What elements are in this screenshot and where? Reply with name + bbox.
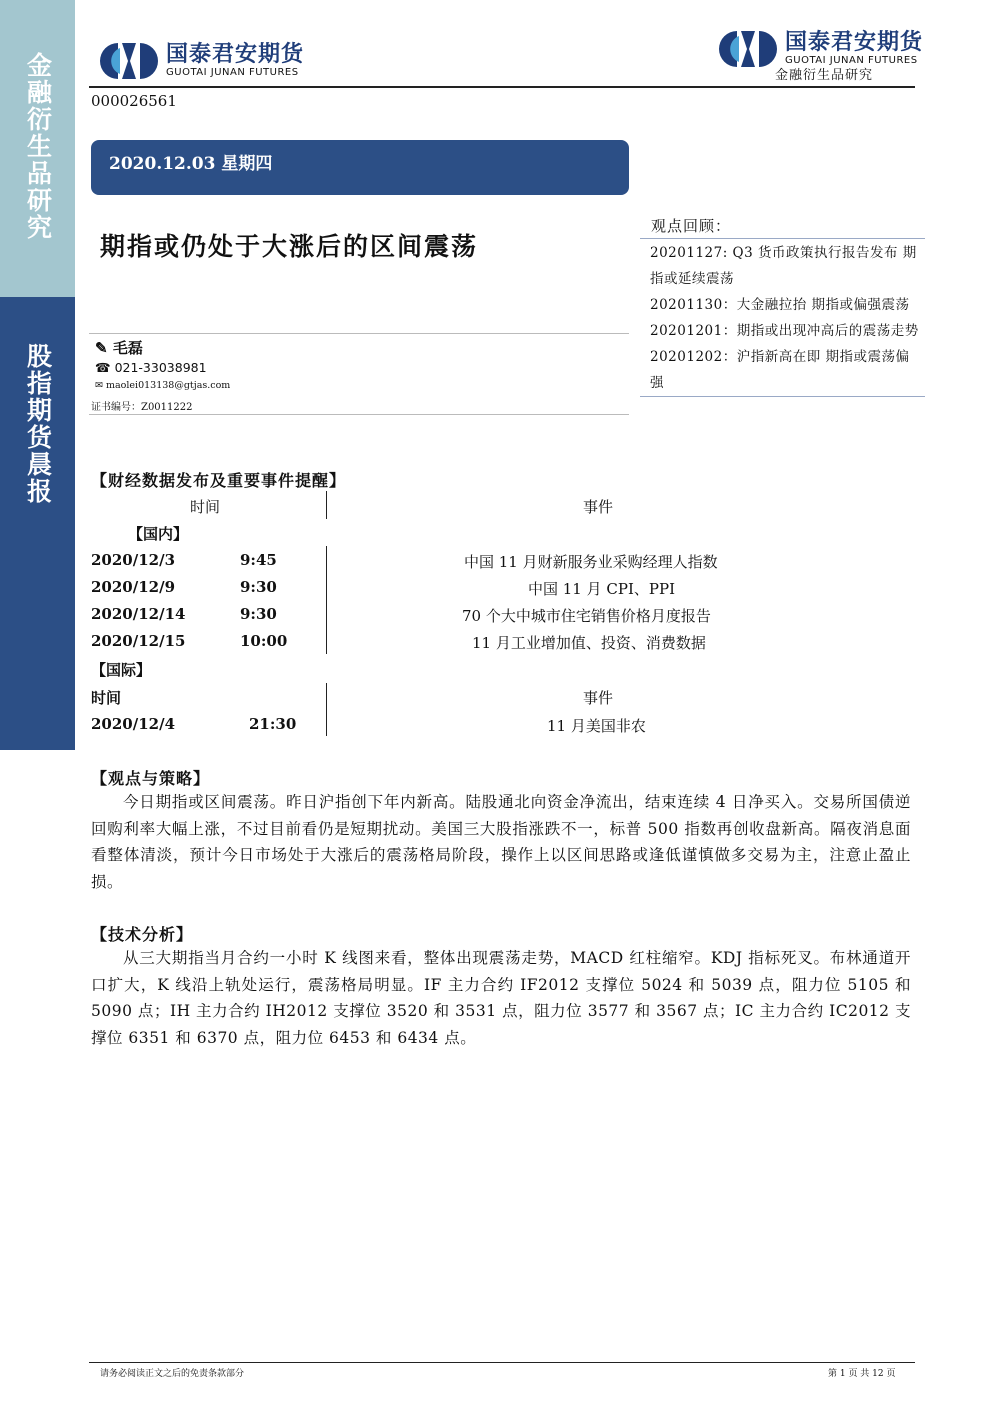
strategy-paragraph: 今日期指或区间震荡。昨日沪指创下年内新高。陆股通北向资金净流出，结束连续 4 日净买入。交易所国债逆回购利率大幅上涨，不过目前看仍是短期扰动。美国三大股指涨跌不一，标普 500 指数再创收盘新高。隔夜消息面看整体清淡，预计今日市场处于大涨后的震荡格局阶段，操作上以区间思路或逢低谨慎做多交易为主，注意止盈止损。 <box>91 793 911 891</box>
footer-page: 第 1 页 共 12 页 <box>828 1369 896 1379</box>
event-name: 70 个大中城市住宅销售价格月度报告 <box>462 607 711 625</box>
header-subtitle: 金融衍生品研究 <box>775 68 874 83</box>
email-row <box>95 380 230 391</box>
phone-icon: ☎ <box>95 360 111 375</box>
event-date: 2020/12/3 <box>91 551 176 569</box>
event-date: 2020/12/9 <box>91 578 176 596</box>
col-event-header: 事件 <box>583 498 614 516</box>
calendar-heading: 【财经数据发布及重要事件提醒】 <box>91 471 347 490</box>
mail-icon: ✉ <box>95 380 103 391</box>
company-logo-icon <box>717 28 779 70</box>
intl-label: 【国际】 <box>91 661 152 679</box>
event-date: 2020/12/4 <box>91 715 176 733</box>
review-heading: 观点回顾： <box>651 217 732 235</box>
phone-row <box>95 360 207 375</box>
sidebar-bottom-band <box>0 297 75 750</box>
report-date: 2020.12.03 星期四 <box>109 154 273 174</box>
report-title: 期指或仍处于大涨后的区间震荡 <box>100 232 479 261</box>
technical-heading: 【技术分析】 <box>91 925 194 944</box>
sidebar-top-band <box>0 0 75 297</box>
event-time: 21:30 <box>249 715 297 733</box>
header-logo-left <box>98 40 304 82</box>
sidebar-bottom-label: 股指期货晨报 <box>23 343 53 505</box>
event-name: 中国 11 月财新服务业采购经理人指数 <box>464 553 718 571</box>
review-top-rule <box>640 238 925 239</box>
author-row <box>95 337 143 358</box>
review-item: 20201202：沪指新高在即 期指或震荡偏强 <box>650 349 910 391</box>
event-name: 中国 11 月 CPI、PPI <box>528 580 675 598</box>
event-time: 9:45 <box>240 551 277 569</box>
review-item: 20201127: Q3 货币政策执行报告发布 期指或延续震荡 <box>650 245 917 287</box>
author-top-rule <box>89 333 629 334</box>
strategy-heading: 【观点与策略】 <box>91 769 211 788</box>
event-time: 9:30 <box>240 605 277 623</box>
date-banner <box>91 140 629 195</box>
author-bottom-rule <box>89 414 629 415</box>
logo-en-text: GUOTAI JUNAN FUTURES <box>785 55 918 66</box>
doc-number: 000026561 <box>91 92 177 110</box>
review-bottom-rule <box>640 396 925 397</box>
author-cert: 证书编号：Z0011222 <box>91 402 193 413</box>
intl-divider <box>326 683 327 736</box>
footer-rule <box>89 1362 915 1363</box>
review-item: 20201130：大金融拉抬 期指或偏强震荡 <box>650 297 910 313</box>
footer-disclaimer: 请务必阅读正文之后的免责条款部分 <box>100 1369 245 1379</box>
event-name: 11 月工业增加值、投资、消费数据 <box>472 634 706 652</box>
event-time: 10:00 <box>240 632 288 650</box>
author-name: 毛磊 <box>112 339 143 357</box>
company-logo-icon <box>98 40 160 82</box>
col-time-header: 时间 <box>190 498 221 516</box>
event-time: 9:30 <box>240 578 277 596</box>
event-date: 2020/12/15 <box>91 632 186 650</box>
logo-cn-text: 国泰君安期货 <box>785 30 924 55</box>
intl-event-header: 事件 <box>583 689 614 707</box>
domestic-label: 【国内】 <box>128 525 189 543</box>
logo-en-text: GUOTAI JUNAN FUTURES <box>166 67 299 78</box>
logo-cn-text: 国泰君安期货 <box>166 42 305 67</box>
event-date: 2020/12/14 <box>91 605 186 623</box>
sidebar-top-label: 金融衍生品研究 <box>23 52 53 241</box>
domestic-divider <box>326 546 327 654</box>
author-phone: 021-33038981 <box>114 360 207 375</box>
review-item: 20201201：期指或出现冲高后的震荡走势 <box>650 323 919 339</box>
author-email[interactable]: maolei013138@gtjas.com <box>106 380 231 391</box>
pencil-icon: ✎ <box>95 339 108 357</box>
event-name: 11 月美国非农 <box>547 717 646 735</box>
header-rule <box>89 86 915 88</box>
header-divider <box>326 491 327 519</box>
intl-time-header: 时间 <box>91 689 122 707</box>
technical-paragraph: 从三大期指当月合约一小时 K 线图来看，整体出现震荡走势，MACD 红柱缩窄。KDJ 指标死叉。布林通道开口扩大，K 线沿上轨处运行，震荡格局明显。IF 主力合约 IF2012 支撑位 5024 和 5039 点，阻力位 5105 和 5090 点；IH 主力合约 IH2012 支撑位 3520 和 3531 点，阻力位 3577 和 3567 点；IC 主力合约 IC2012 支撑位 6351 和 6370 点，阻力位 6453 和 6434 点。 <box>91 949 911 1047</box>
